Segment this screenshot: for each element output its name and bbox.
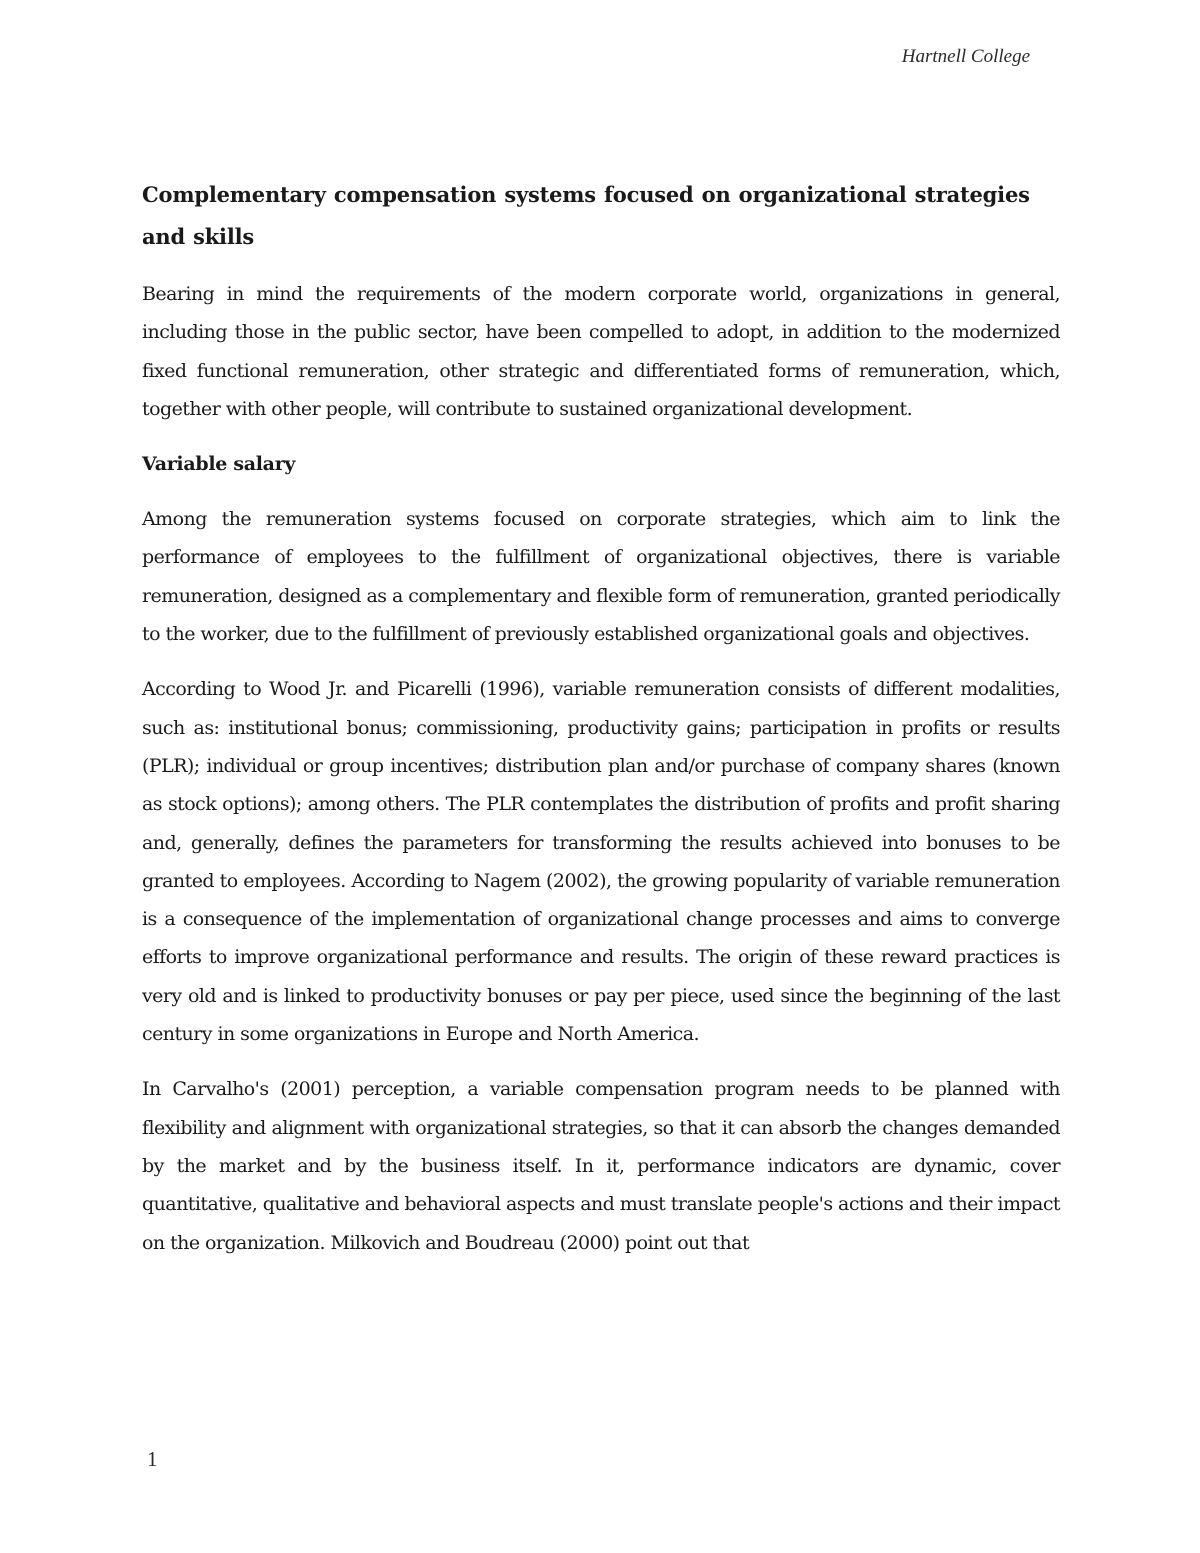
intro-paragraph: Bearing in mind the requirements of the modern corporate world, organizations in general, including those in the public sector, have been compelled to adopt, in addition to the modernized fixed functional remuneration, other strategic and differentiated forms of remuneration, which, together with other people, will contribute to sustained organizational development.	[142, 283, 1060, 420]
running-header: Hartnell College	[901, 46, 1030, 67]
section-heading: Variable salary	[142, 453, 296, 476]
document-title: Complementary compensation systems focused on organizational strategies and skills	[142, 182, 1030, 249]
page-number: 1	[147, 1447, 158, 1471]
body-paragraph: In Carvalho's (2001) perception, a variable compensation program needs to be planned with flexibility and alignment with organizational strategies, so that it can absorb the changes demanded by the market and by the business itself. In it, performance indicators are dynamic, cover quantitative, qualitative and behavioral aspects and must translate people's actions and their impact on the organization. Milkovich and Boudreau (2000) point out that	[142, 1078, 1060, 1254]
body-paragraph: According to Wood Jr. and Picarelli (1996), variable remuneration consists of different modalities, such as: institutional bonus; commissioning, productivity gains; participation in profits or results (PLR); individual or group incentives; distribution plan and/or purchase of company shares (known as stock options); among others. The PLR contemplates the distribution of profits and profit sharing and, generally, defines the parameters for transforming the results achieved into bonuses to be granted to employees. According to Nagem (2002), the growing popularity of variable remuneration is a consequence of the implementation of organizational change processes and aims to converge efforts to improve organizational performance and results. The origin of these reward practices is very old and is linked to productivity bonuses or pay per piece, used since the beginning of the last century in some organizations in Europe and North America.	[142, 678, 1060, 1046]
body-paragraph: Among the remuneration systems focused on corporate strategies, which aim to link the performance of employees to the fulfillment of organizational objectives, there is variable remuneration, designed as a complementary and flexible form of remuneration, granted periodically to the worker, due to the fulfillment of previously established organizational goals and objectives.	[142, 508, 1060, 646]
document-body	[142, 174, 1060, 1279]
